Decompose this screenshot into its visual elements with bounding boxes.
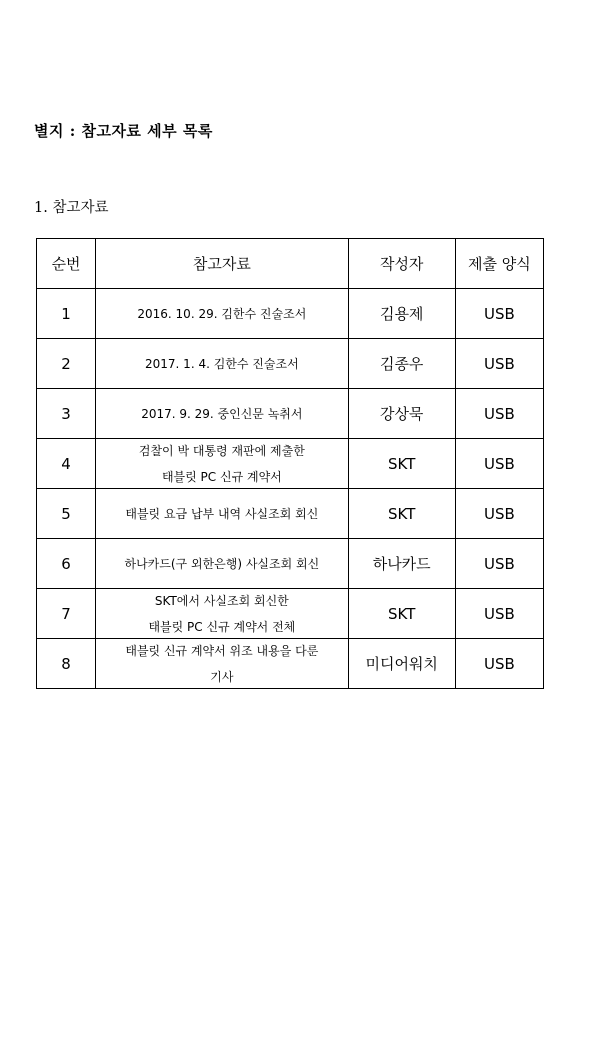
row-number: 7 (37, 589, 96, 639)
reference-line: 태블릿 PC 신규 계약서 (161, 469, 282, 484)
row-reference (96, 439, 348, 489)
row-author: 하나카드 (348, 539, 455, 589)
row-format: USB (455, 289, 543, 339)
row-number: 6 (37, 539, 96, 589)
row-reference (96, 389, 348, 439)
row-author: 김용제 (348, 289, 455, 339)
table-row (37, 589, 544, 639)
row-reference (96, 339, 348, 389)
table-row (37, 489, 544, 539)
reference-line: 2017. 9. 29. 중인신문 녹취서 (141, 406, 303, 421)
row-number: 8 (37, 639, 96, 689)
row-format: USB (455, 589, 543, 639)
table-row (37, 639, 544, 689)
row-author: 미디어워치 (348, 639, 455, 689)
row-author: 김종우 (348, 339, 455, 389)
row-format: USB (455, 489, 543, 539)
row-author: 강상묵 (348, 389, 455, 439)
reference-line: 하나카드(구 외한은행) 사실조회 회신 (124, 556, 320, 571)
table-row (37, 289, 544, 339)
reference-line: 태블릿 신규 계약서 위조 내용을 다룬 (125, 643, 319, 658)
reference-line: 검찰이 박 대통령 재판에 제출한 (138, 443, 305, 458)
row-author: SKT (348, 589, 455, 639)
table-row (37, 389, 544, 439)
reference-line: 2016. 10. 29. 김한수 진술조서 (137, 306, 307, 321)
row-author: SKT (348, 439, 455, 489)
reference-line: SKT에서 사실조회 회신한 (154, 593, 289, 608)
row-author: SKT (348, 489, 455, 539)
row-number: 1 (37, 289, 96, 339)
row-reference (96, 289, 348, 339)
header-author: 작성자 (348, 239, 455, 289)
reference-table (36, 238, 544, 689)
row-format: USB (455, 339, 543, 389)
row-number: 2 (37, 339, 96, 389)
header-number: 순번 (37, 239, 96, 289)
row-number: 5 (37, 489, 96, 539)
row-format: USB (455, 639, 543, 689)
row-number: 4 (37, 439, 96, 489)
table-header-row (37, 239, 544, 289)
row-format: USB (455, 439, 543, 489)
table-row (37, 439, 544, 489)
row-reference (96, 639, 348, 689)
header-format: 제출 양식 (455, 239, 543, 289)
row-reference (96, 539, 348, 589)
row-format: USB (455, 539, 543, 589)
header-reference: 참고자료 (96, 239, 348, 289)
row-format: USB (455, 389, 543, 439)
reference-line: 태블릿 PC 신규 계약서 전체 (148, 619, 296, 634)
table-row (37, 339, 544, 389)
table-row (37, 539, 544, 589)
row-reference (96, 589, 348, 639)
row-reference (96, 489, 348, 539)
document-title: 별지 : 참고자료 세부 목록 (34, 122, 213, 140)
reference-line: 2017. 1. 4. 김한수 진술조서 (145, 356, 299, 371)
reference-line: 기사 (210, 669, 234, 684)
row-number: 3 (37, 389, 96, 439)
reference-line: 태블릿 요금 납부 내역 사실조회 회신 (125, 506, 319, 521)
section-heading: 1. 참고자료 (34, 200, 109, 216)
